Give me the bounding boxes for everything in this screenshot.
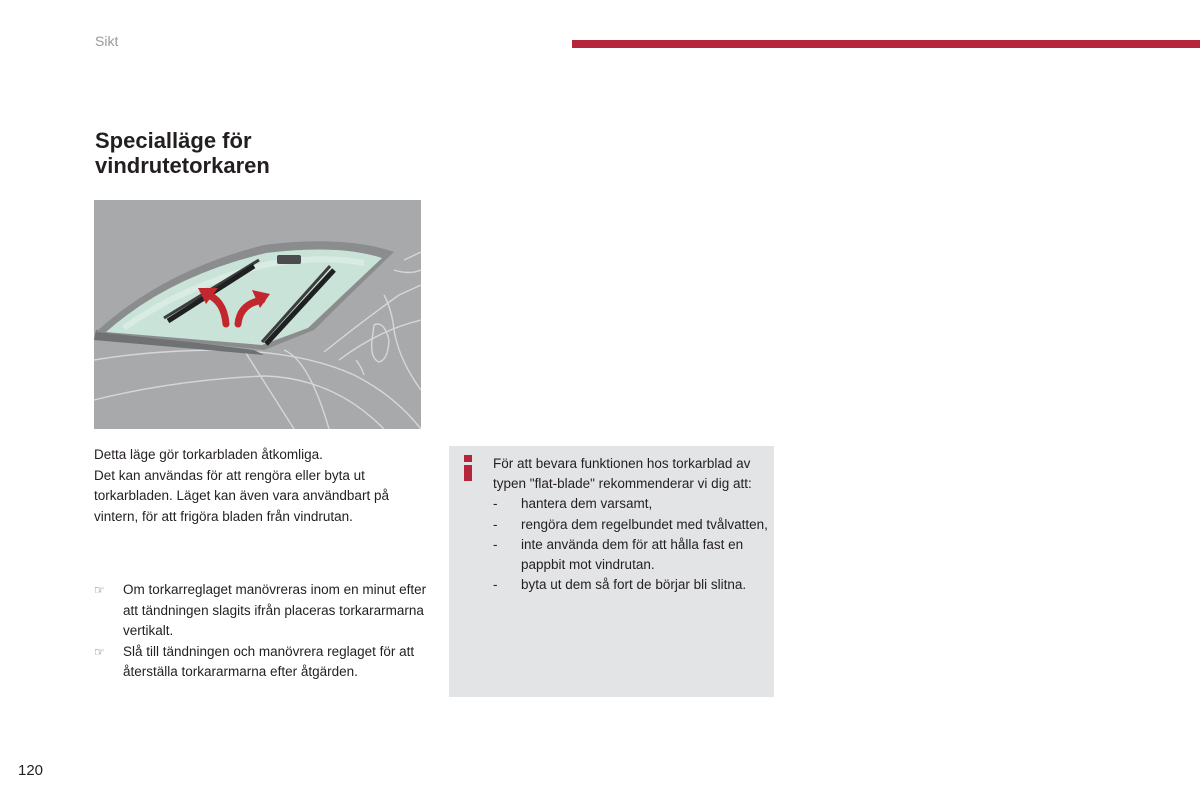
info-icon: [462, 455, 474, 481]
header-accent-bar: [572, 40, 1200, 48]
info-list-item: [493, 535, 773, 575]
info-item-text: rengöra dem regelbundet med tvålvatten,: [521, 516, 768, 532]
dash-marker: -: [493, 577, 498, 593]
page-title: [95, 128, 425, 178]
info-text: [493, 454, 773, 595]
info-item-text: hantera dem varsamt,: [521, 496, 653, 512]
section-label: Sikt: [95, 33, 119, 49]
info-box: [449, 446, 774, 697]
info-list-item: [493, 575, 773, 595]
dash-marker: -: [493, 516, 498, 532]
intro-paragraph-2: Det kan användas för att rengöra eller byta ut torkarbladen. Läget kan även vara användbart på vintern, för att frigöra bladen från vindrutan.: [94, 467, 389, 524]
instruction-text: Om torkarreglaget manövreras inom en minut efter att tändningen slagits ifrån placeras torkararmarna vertikalt.: [123, 582, 427, 638]
pointing-hand-icon: ☞: [94, 583, 105, 597]
info-intro: För att bevara funktionen hos torkarblad av typen "flat-blade" rekommenderar vi dig att:: [493, 456, 752, 492]
info-item-text: byta ut dem så fort de börjar bli slitna.: [521, 577, 747, 593]
pointing-hand-icon: ☞: [94, 644, 105, 659]
info-item-text: inte använda dem för att hålla fast en pappbit mot vindrutan.: [521, 536, 744, 573]
dash-marker: -: [493, 496, 498, 512]
instruction-list: [94, 580, 429, 683]
info-list: [493, 494, 773, 595]
windscreen-wiper-illustration: [94, 200, 421, 429]
instruction-item: [94, 642, 429, 683]
instruction-item: [94, 580, 429, 642]
info-list-item: [493, 515, 773, 535]
title-line-1: Specialläge för: [95, 128, 252, 153]
info-list-item: [493, 494, 773, 514]
intro-text: [94, 445, 429, 527]
intro-paragraph-1: Detta läge gör torkarbladen åtkomliga.: [94, 447, 323, 462]
page-number: 120: [18, 762, 44, 779]
instruction-text: Slå till tändningen och manövrera reglaget för att återställa torkararmarna efter åtgärden.: [123, 643, 415, 679]
title-line-2: vindrutetorkaren: [95, 153, 270, 178]
dash-marker: -: [493, 536, 498, 552]
